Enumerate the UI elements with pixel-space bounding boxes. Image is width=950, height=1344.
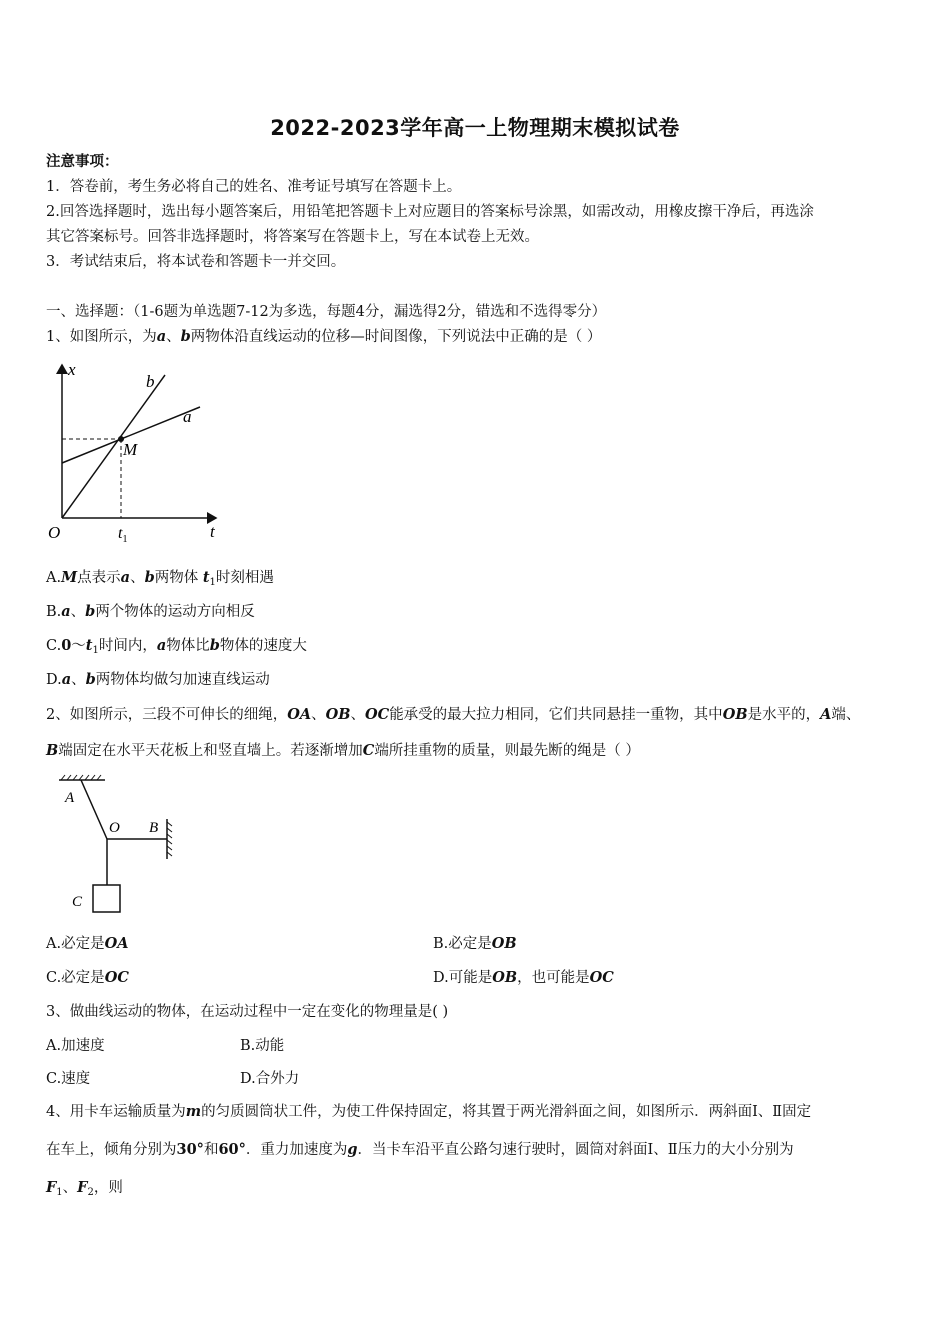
question-4-stem-line-1: 4、用卡车运输质量为m的匀质圆筒状工件，为使工件保持固定，将其置于两光滑斜面之间，如图所示．两斜面Ⅰ、Ⅱ固定 [46,1103,812,1120]
rope-system-figure [55,772,195,917]
q3-option-d[interactable]: D.合外力 [240,1071,300,1087]
label-c: C [72,894,83,910]
question-2-stem-line-1: 2、如图所示，三段不可伸长的细绳，OA、OB、OC能承受的最大拉力相同，它们共同悬挂一重物，其中OB是水平的，A端、 [46,706,861,723]
q3-option-b[interactable]: B.动能 [240,1038,285,1054]
axis-label-t: t [210,522,215,541]
point-m-label: M [123,440,138,459]
q1-option-b[interactable]: B.a、b两个物体的运动方向相反 [46,603,255,620]
q1-option-c[interactable]: $C.0\sim t_1$时间内，a物体比b物体的速度大 [46,637,307,656]
q2-option-d[interactable]: D.可能是OB，也可能是OC [433,969,614,986]
q2-option-b[interactable]: B.必定是OB [433,935,517,952]
q1-option-d[interactable]: D.a、b两物体均做匀加速直线运动 [46,671,270,688]
origin-label: O [48,523,61,542]
question-1-stem: 1、如图所示，为a、b两物体沿直线运动的位移—时间图像，下列说法中正确的是（ ） [46,328,602,345]
label-a: A [65,790,75,806]
label-o: O [109,820,120,836]
question-2-stem-line-2: B端固定在水平天花板上和竖直墙上。若逐渐增加C端所挂重物的质量，则最先断的绳是（ ） [46,742,640,759]
question-3-stem: 3、做曲线运动的物体，在运动过程中一定在变化的物理量是( ) [46,1004,449,1020]
notice-item: 1．答卷前，考生务必将自己的姓名、准考证号填写在答题卡上。 [46,179,462,195]
q2-option-c[interactable]: C.必定是OC [46,969,129,986]
notice-item: 其它答案标号。回答非选择题时，将答案写在答题卡上，写在本试卷上无效。 [46,229,539,245]
section-heading: 一、选择题：（1-6题为单选题7-12为多选，每题4分，漏选得2分，错选和不选得零分） [46,304,607,320]
hanging-weight [93,885,120,912]
question-4-stem-line-2: 在车上，倾角分别为30°和60°．重力加速度为g．当卡车沿平直公路匀速行驶时，圆筒对斜面Ⅰ、Ⅱ压力的大小分别为 [46,1141,794,1158]
q3-option-c[interactable]: C.速度 [46,1071,91,1087]
notice-item: 3．考试结束后，将本试卷和答题卡一并交回。 [46,254,346,270]
q2-option-a[interactable]: A.必定是OA [46,935,129,952]
label-b: B [149,820,159,836]
position-time-graph [40,355,240,550]
line-b-label: b [146,372,155,391]
axis-label-x: x [68,360,76,379]
question-4-stem-line-3: $F_1$、$F_2$，则 [46,1179,123,1198]
q1-option-a[interactable]: A.M点表示a、b两物体 $t_1$时刻相遇 [46,569,274,588]
line-b [62,375,165,518]
line-a-label: a [183,407,192,426]
notice-heading: 注意事项： [46,153,119,170]
rope-oa [81,780,107,839]
t1-label: $t_1$ [118,525,128,545]
notice-item: 2.回答选择题时，选出每小题答案后，用铅笔把答题卡上对应题目的答案标号涂黑，如需改动，用橡皮擦干净后，再选涂 [46,204,814,220]
page-title: 2022-2023学年高一上物理期末模拟试卷 [270,116,680,140]
q3-option-a[interactable]: A.加速度 [46,1038,105,1054]
